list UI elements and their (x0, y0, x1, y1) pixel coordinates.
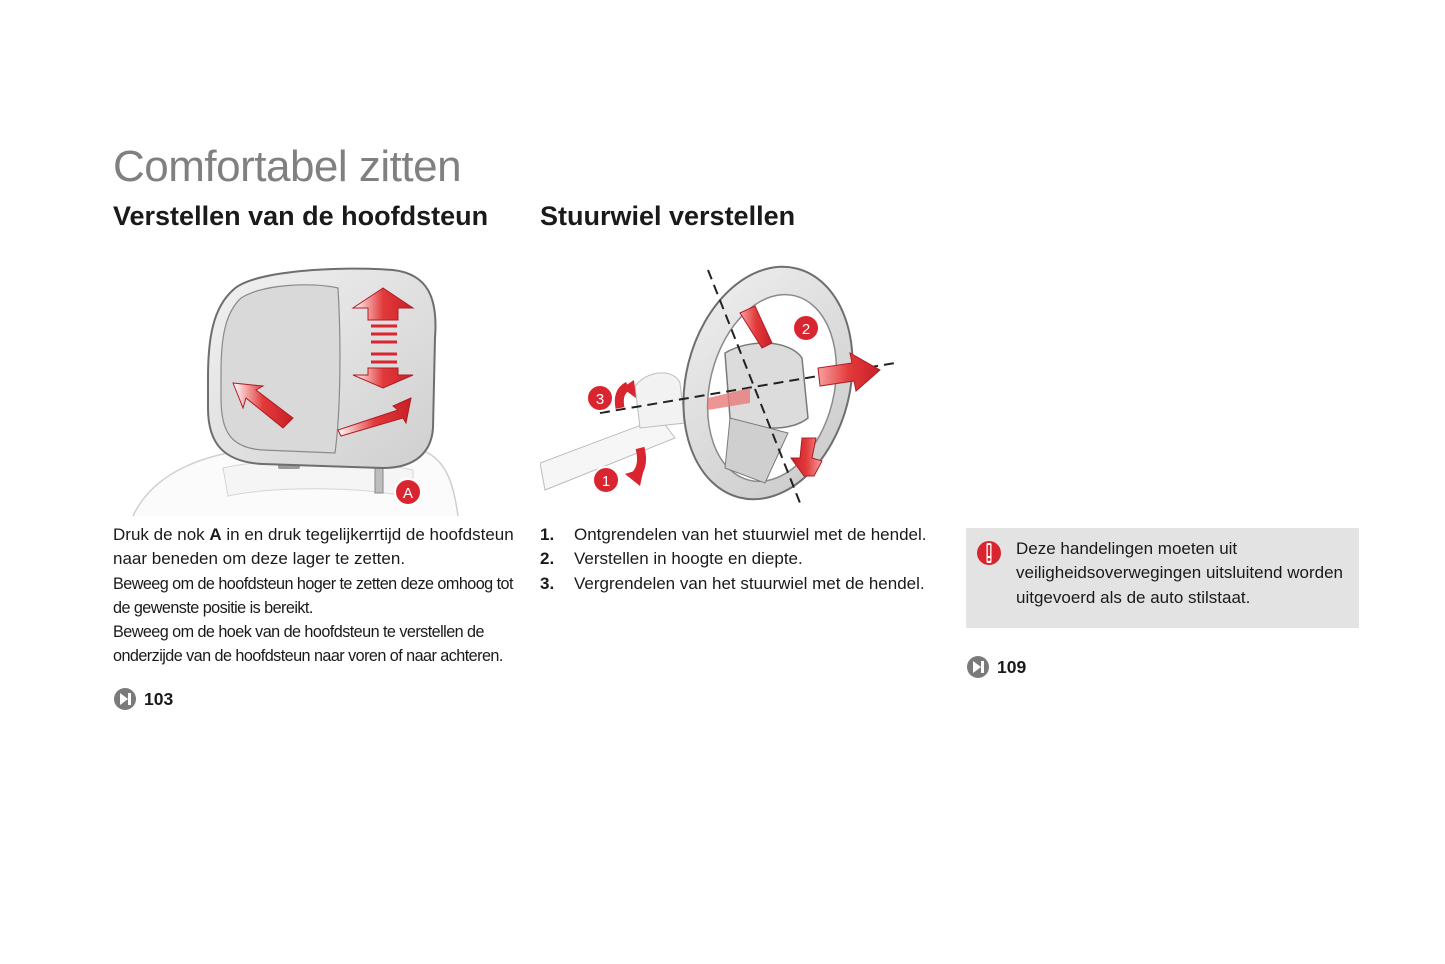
page-reference-103[interactable] (113, 687, 173, 711)
callout-2-label: 2 (801, 321, 811, 338)
section-title-steering-wheel: Stuurwiel verstellen (540, 201, 796, 231)
callout-a-label: A (402, 485, 414, 502)
list-item (540, 572, 927, 596)
step-text: Vergrendelen van het stuurwiel met de hendel. (574, 573, 925, 593)
steering-wheel-illustration (540, 258, 940, 520)
step-text: Ontgrendelen van het stuurwiel met de hendel. (574, 525, 927, 544)
page-reference-number[interactable]: 103 (144, 688, 174, 709)
list-item (540, 523, 927, 547)
step-text: Verstellen in hoogte en diepte. (574, 549, 803, 569)
page-reference-109[interactable] (966, 655, 1026, 679)
warning-icon (976, 540, 1002, 566)
callout-3-label: 3 (595, 391, 605, 408)
warning-box (966, 528, 1359, 628)
page-title: Comfortabel zitten (113, 142, 462, 191)
paragraph-1-before: Druk de nok (113, 525, 210, 544)
headrest-illustration (113, 258, 513, 520)
callout-1-label: 1 (601, 473, 611, 490)
headrest-paragraph-2: Beweeg om de hoofdsteun hoger te zetten deze omhoog tot de gewenste positie is bereikt. (113, 574, 513, 617)
section-title-headrest: Verstellen van de hoofdsteun (113, 201, 489, 231)
page-reference-number[interactable]: 109 (997, 656, 1027, 677)
page-reference-icon (113, 687, 137, 711)
nok-letter: A (209, 525, 222, 544)
step-number: 3. (540, 573, 555, 593)
headrest-paragraph-3: Beweeg om de hoek van de hoofdsteun te verstellen de onderzijde van de hoofdsteun naar voren of naar achteren. (113, 623, 503, 666)
steering-steps-list (540, 523, 927, 596)
list-item (540, 547, 927, 571)
step-number: 1. (540, 525, 555, 544)
headrest-instructions (113, 523, 523, 669)
headrest-paragraph-1 (113, 523, 523, 572)
step-number: 2. (540, 549, 555, 569)
warning-text: Deze handelingen moeten uit veiligheidsoverwegingen uitsluitend worden uitgevoerd als de auto stilstaat. (1016, 539, 1343, 607)
paragraph-1-after: in en druk tegelijkerrtijd de hoofdsteun naar beneden om deze lager te zetten. (113, 525, 514, 569)
page-reference-icon (966, 655, 990, 679)
